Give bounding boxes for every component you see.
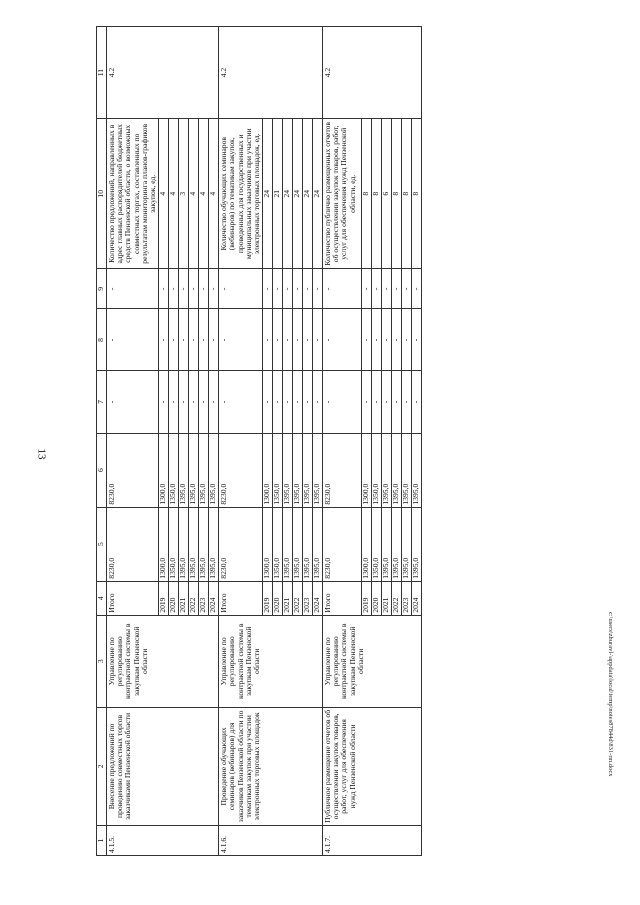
year-label: 2024 (313, 581, 323, 615)
indicator-name: Количество предложений, направленных в адрес главных распорядителей бюджетных средств Пензенской области, о возможных совместных торгах, составленных по результатам мониторинга планов-графиков закупок, ед. (107, 119, 159, 269)
value-col-7: - (372, 371, 382, 433)
program-activities-table (96, 26, 422, 856)
year-label: 2023 (402, 581, 412, 615)
executor-name: Управление по регулированию контрактной системы в закупкам Пензенской области (323, 615, 422, 707)
total-col-9: - (323, 269, 362, 309)
col-num-3: 3 (97, 615, 107, 707)
activity-number: 4.1.5. (107, 825, 219, 855)
year-label: 2024 (209, 581, 219, 615)
value-col-8: - (382, 309, 392, 371)
total-label: Итого (219, 581, 263, 615)
activity-name: Внесение предложений по проведению совместных торгов заказчиками Пензенской области (107, 707, 219, 825)
value-col-5: 1300,0 (362, 507, 372, 581)
value-col-5: 1395,0 (382, 507, 392, 581)
total-col-5: 8230,0 (107, 507, 159, 581)
value-col-7: - (159, 371, 169, 433)
total-col-8: - (219, 309, 263, 371)
value-col-8: - (313, 309, 323, 371)
activity-name: Публичное размещение отчетов об осуществлении закупок товаров, работ, услуг для обеспечения нужд Пензенской области (323, 707, 422, 825)
value-col-7: - (169, 371, 179, 433)
value-col-8: - (189, 309, 199, 371)
indicator-value: 8 (392, 119, 402, 269)
total-label: Итого (107, 581, 159, 615)
value-col-7: - (263, 371, 273, 433)
value-col-9: - (273, 269, 283, 309)
value-col-6: 1395,0 (392, 433, 402, 507)
indicator-value: 6 (382, 119, 392, 269)
total-col-9: - (219, 269, 263, 309)
value-col-9: - (402, 269, 412, 309)
indicator-value: 4 (199, 119, 209, 269)
value-col-9: - (209, 269, 219, 309)
value-col-5: 1395,0 (199, 507, 209, 581)
value-col-5: 1395,0 (412, 507, 422, 581)
value-col-8: - (273, 309, 283, 371)
indicator-value: 24 (293, 119, 303, 269)
total-col-5: 8230,0 (219, 507, 263, 581)
year-label: 2023 (199, 581, 209, 615)
value-col-5: 1395,0 (402, 507, 412, 581)
value-col-5: 1350,0 (273, 507, 283, 581)
value-col-9: - (179, 269, 189, 309)
value-col-6: 1395,0 (179, 433, 189, 507)
indicator-value: 24 (283, 119, 293, 269)
value-col-6: 1350,0 (169, 433, 179, 507)
value-col-5: 1395,0 (293, 507, 303, 581)
value-col-9: - (263, 269, 273, 309)
indicator-value: 21 (273, 119, 283, 269)
value-col-6: 1350,0 (273, 433, 283, 507)
value-col-6: 1300,0 (159, 433, 169, 507)
table-row (107, 27, 159, 856)
activity-number: 4.1.7. (323, 825, 422, 855)
total-col-6: 8230,0 (323, 433, 362, 507)
indicator-value: 24 (303, 119, 313, 269)
col-num-4: 4 (97, 581, 107, 615)
value-col-9: - (382, 269, 392, 309)
value-col-5: 1395,0 (209, 507, 219, 581)
page-number: 13 (35, 448, 48, 460)
value-col-7: - (303, 371, 313, 433)
executor-name: Управление по регулированию контрактной системы в закупкам Пензенской области (107, 615, 219, 707)
value-col-5: 1395,0 (313, 507, 323, 581)
value-col-6: 1395,0 (283, 433, 293, 507)
value-col-5: 1395,0 (303, 507, 313, 581)
value-col-9: - (293, 269, 303, 309)
value-col-7: - (382, 371, 392, 433)
value-col-8: - (293, 309, 303, 371)
table-row (219, 27, 263, 856)
value-col-9: - (199, 269, 209, 309)
value-col-6: 1395,0 (293, 433, 303, 507)
indicator-value: 4 (159, 119, 169, 269)
value-col-6: 1350,0 (372, 433, 382, 507)
value-col-6: 1395,0 (313, 433, 323, 507)
value-col-5: 1300,0 (159, 507, 169, 581)
value-col-6: 1395,0 (199, 433, 209, 507)
value-col-8: - (402, 309, 412, 371)
indicator-value: 4 (189, 119, 199, 269)
value-col-7: - (313, 371, 323, 433)
value-col-5: 1395,0 (189, 507, 199, 581)
indicator-name: Количество обучающих семинаров (вебинаров) по тематикам закупок, проведенных для государственных и муниципальных заказчиков при участии электронных торговых площадок, ед. (219, 119, 263, 269)
executor-name: Управление по регулированию контрактной системы в закупкам Пензенской области (219, 615, 323, 707)
value-col-8: - (199, 309, 209, 371)
year-label: 2020 (372, 581, 382, 615)
year-label: 2022 (392, 581, 402, 615)
value-col-9: - (283, 269, 293, 309)
value-col-6: 1395,0 (412, 433, 422, 507)
year-label: 2019 (159, 581, 169, 615)
activity-name: Проведение обучающих семинаров (вебинаров) для заказчиков Пензенской области по тематикам закупок при участии электронных торговых площадок (219, 707, 323, 825)
indicator-value: 8 (402, 119, 412, 269)
value-col-8: - (372, 309, 382, 371)
value-col-7: - (273, 371, 283, 433)
activity-number: 4.1.6. (219, 825, 323, 855)
year-label: 2022 (293, 581, 303, 615)
total-col-6: 8230,0 (107, 433, 159, 507)
value-col-9: - (392, 269, 402, 309)
total-col-8: - (107, 309, 159, 371)
year-label: 2020 (273, 581, 283, 615)
value-col-8: - (412, 309, 422, 371)
value-col-7: - (179, 371, 189, 433)
total-col-6: 8230,0 (219, 433, 263, 507)
value-col-8: - (303, 309, 313, 371)
value-col-8: - (362, 309, 372, 371)
value-col-7: - (362, 371, 372, 433)
value-col-7: - (412, 371, 422, 433)
value-col-9: - (372, 269, 382, 309)
value-col-5: 1395,0 (283, 507, 293, 581)
value-col-5: 1350,0 (169, 507, 179, 581)
value-col-6: 1395,0 (209, 433, 219, 507)
total-label: Итого (323, 581, 362, 615)
file-path-footer: c:\users\zhuravl-\appdata\local\temp\notes87844d\831-пп.docx (607, 612, 614, 777)
indicator-value: 24 (313, 119, 323, 269)
total-col-7: - (107, 371, 159, 433)
value-col-6: 1395,0 (402, 433, 412, 507)
total-col-8: - (323, 309, 362, 371)
value-col-7: - (209, 371, 219, 433)
indicator-value: 3 (179, 119, 189, 269)
reference-code: 4.2 (219, 27, 323, 119)
year-label: 2023 (303, 581, 313, 615)
indicator-value: 4 (169, 119, 179, 269)
value-col-9: - (169, 269, 179, 309)
table-row (323, 27, 362, 856)
value-col-9: - (362, 269, 372, 309)
year-label: 2021 (179, 581, 189, 615)
col-num-1: 1 (97, 825, 107, 855)
year-label: 2021 (382, 581, 392, 615)
col-num-5: 5 (97, 507, 107, 581)
total-col-9: - (107, 269, 159, 309)
indicator-name: Количество публично размещенных отчетов об осуществлении закупок товаров, работ, услуг для обеспечения нужд Пензенской области, ед. (323, 119, 362, 269)
value-col-9: - (159, 269, 169, 309)
year-label: 2019 (362, 581, 372, 615)
value-col-9: - (303, 269, 313, 309)
col-num-11: 11 (97, 27, 107, 119)
col-num-6: 6 (97, 433, 107, 507)
indicator-value: 8 (372, 119, 382, 269)
year-label: 2019 (263, 581, 273, 615)
value-col-7: - (402, 371, 412, 433)
reference-code: 4.2 (323, 27, 422, 119)
value-col-8: - (209, 309, 219, 371)
value-col-8: - (169, 309, 179, 371)
indicator-value: 8 (412, 119, 422, 269)
col-num-9: 9 (97, 269, 107, 309)
value-col-7: - (199, 371, 209, 433)
value-col-8: - (179, 309, 189, 371)
value-col-7: - (293, 371, 303, 433)
value-col-6: 1395,0 (382, 433, 392, 507)
total-col-7: - (219, 371, 263, 433)
value-col-7: - (392, 371, 402, 433)
value-col-5: 1350,0 (372, 507, 382, 581)
value-col-8: - (392, 309, 402, 371)
col-num-7: 7 (97, 371, 107, 433)
value-col-5: 1300,0 (263, 507, 273, 581)
indicator-value: 24 (263, 119, 273, 269)
indicator-value: 8 (362, 119, 372, 269)
reference-code: 4.2 (107, 27, 219, 119)
rotated-table-container (96, 26, 616, 856)
year-label: 2021 (283, 581, 293, 615)
indicator-value: 4 (209, 119, 219, 269)
year-label: 2024 (412, 581, 422, 615)
col-num-10: 10 (97, 119, 107, 269)
total-col-7: - (323, 371, 362, 433)
value-col-6: 1300,0 (362, 433, 372, 507)
value-col-9: - (412, 269, 422, 309)
value-col-7: - (283, 371, 293, 433)
value-col-7: - (189, 371, 199, 433)
value-col-8: - (159, 309, 169, 371)
col-num-2: 2 (97, 707, 107, 825)
col-num-8: 8 (97, 309, 107, 371)
total-col-5: 8230,0 (323, 507, 362, 581)
value-col-6: 1395,0 (303, 433, 313, 507)
value-col-5: 1395,0 (392, 507, 402, 581)
value-col-5: 1395,0 (179, 507, 189, 581)
value-col-6: 1300,0 (263, 433, 273, 507)
year-label: 2022 (189, 581, 199, 615)
value-col-9: - (313, 269, 323, 309)
value-col-6: 1395,0 (189, 433, 199, 507)
value-col-9: - (189, 269, 199, 309)
year-label: 2020 (169, 581, 179, 615)
value-col-8: - (283, 309, 293, 371)
table-body (107, 27, 422, 856)
column-number-row (97, 27, 107, 856)
value-col-8: - (263, 309, 273, 371)
